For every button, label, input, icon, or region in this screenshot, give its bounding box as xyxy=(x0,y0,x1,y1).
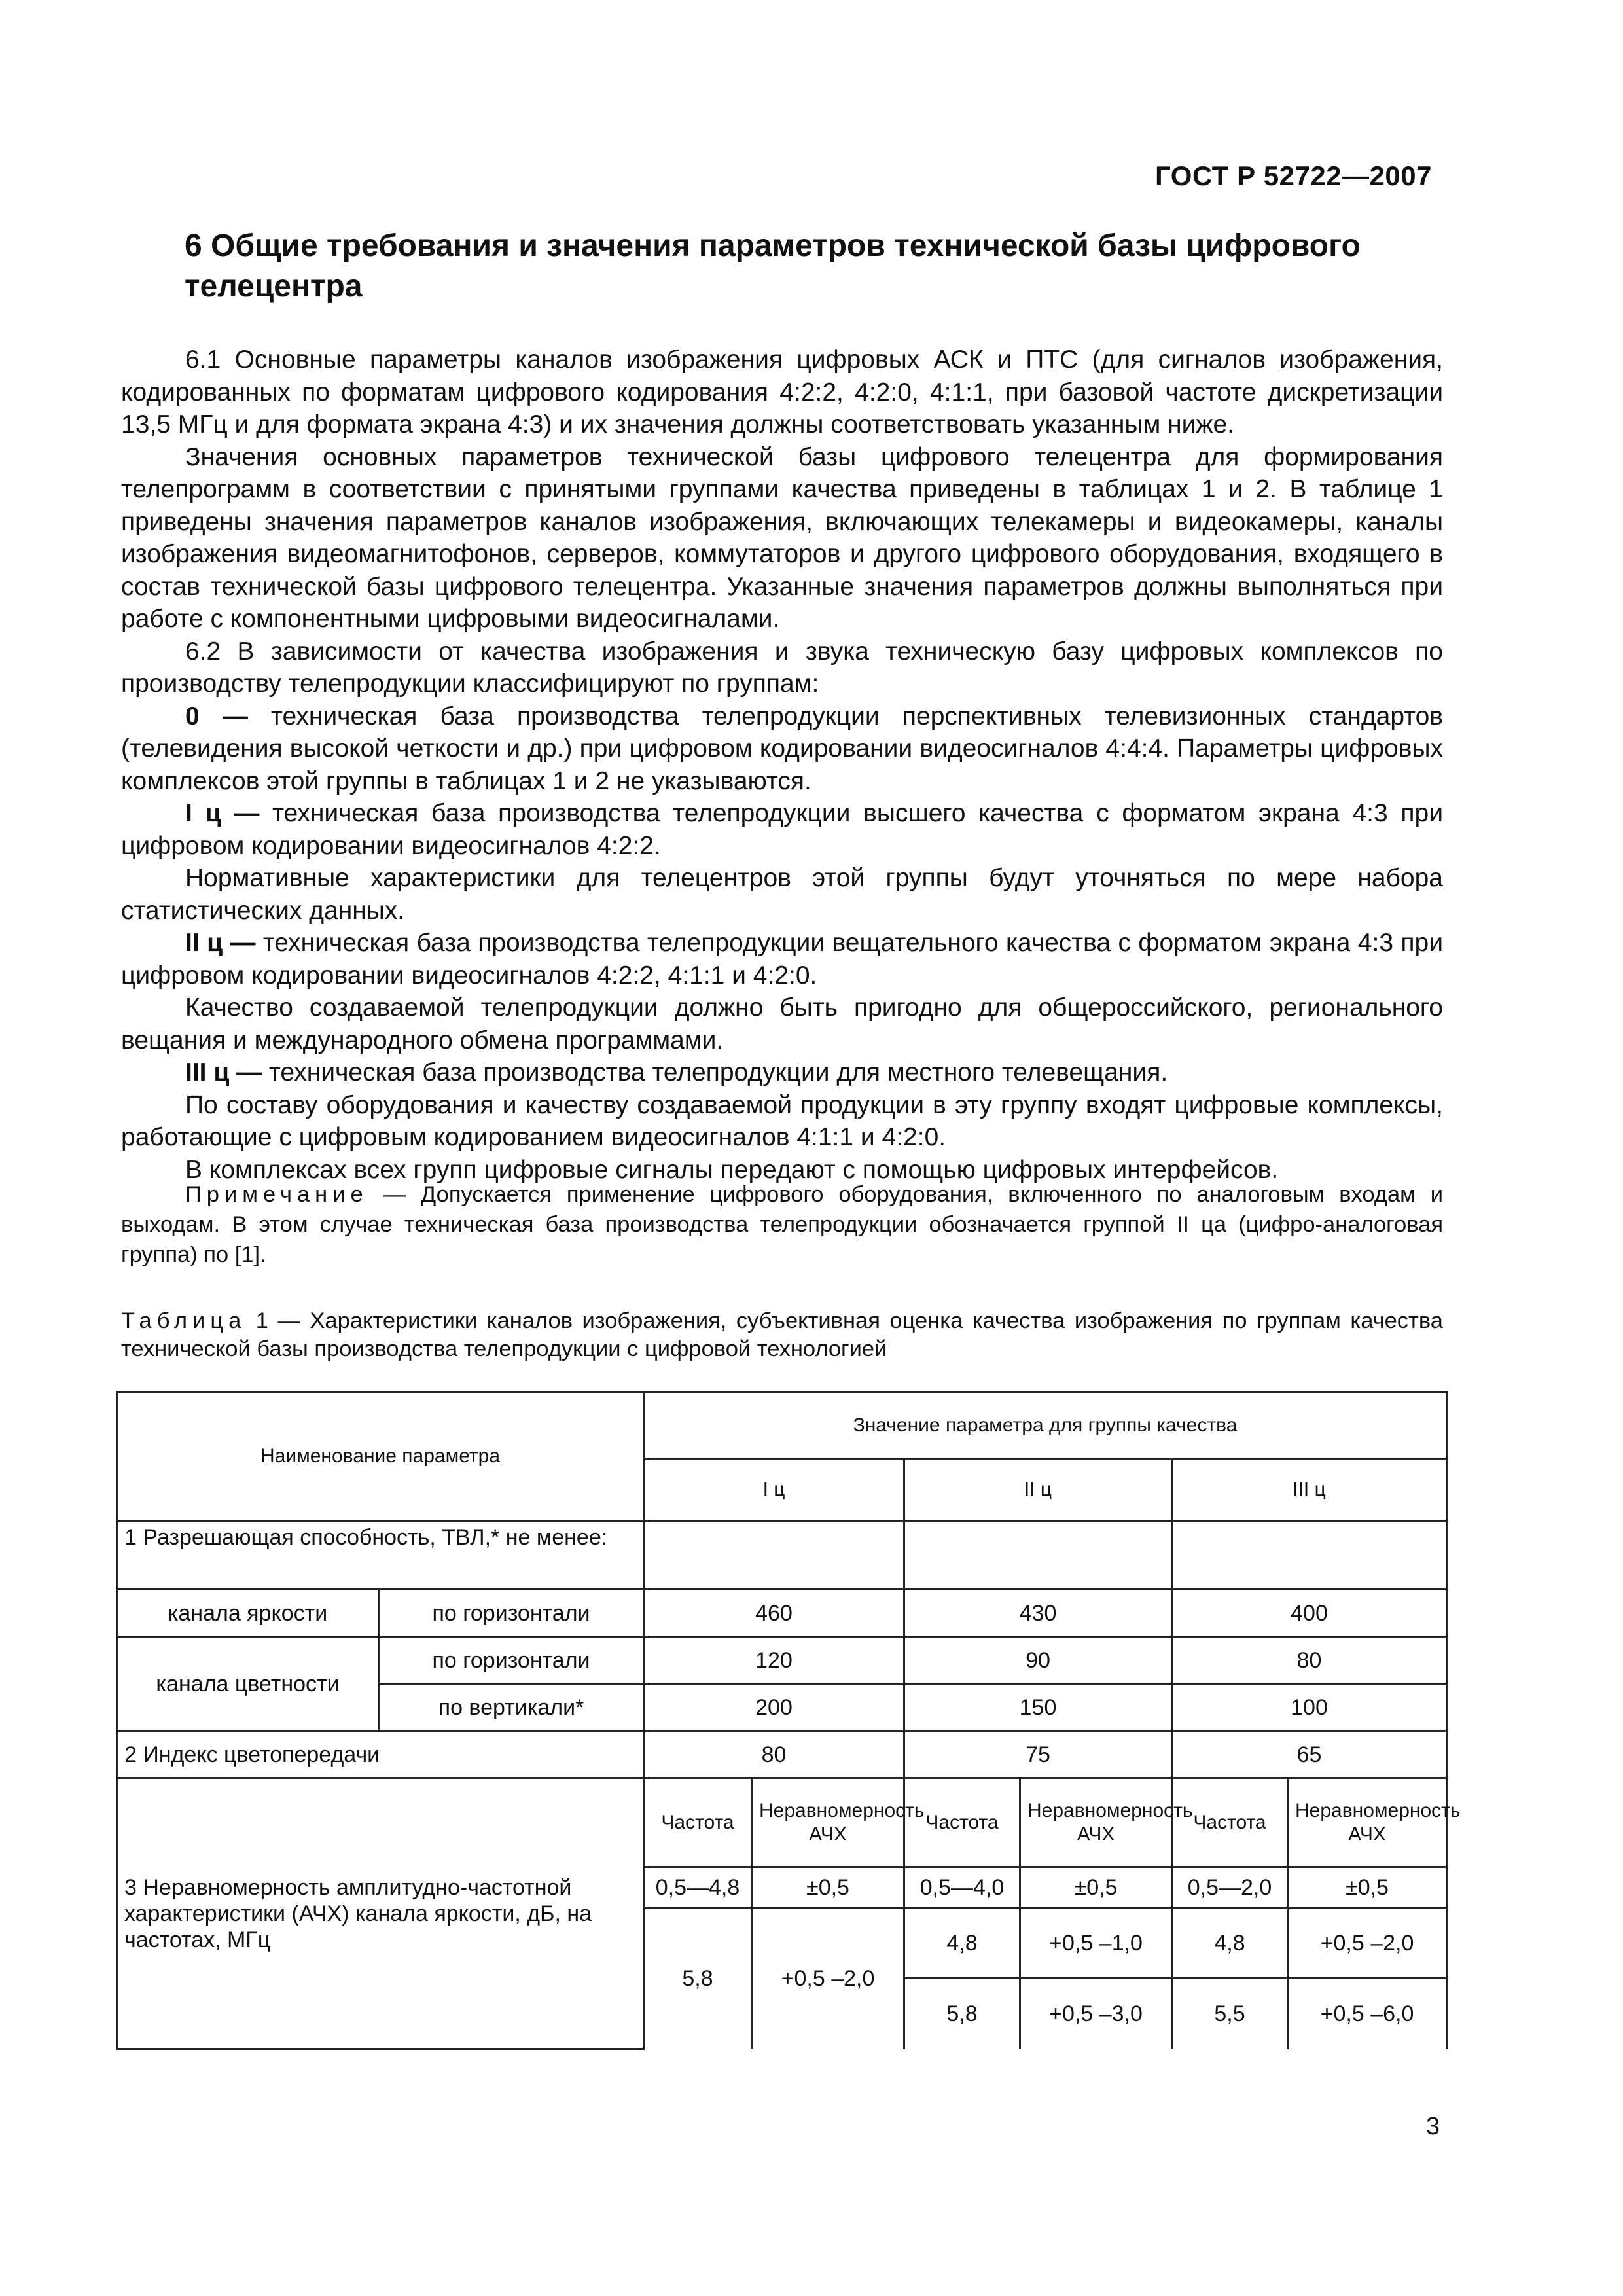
value-header: Значение параметра для группы качества xyxy=(644,1392,1447,1459)
table-row xyxy=(117,1731,1447,1778)
g3-unevenness-b: +0,5 –6,0 xyxy=(1288,1979,1447,2049)
table-cell-empty xyxy=(1172,1521,1447,1590)
paragraph-group-2 xyxy=(121,927,1443,992)
color-index-g1: 80 xyxy=(644,1731,904,1778)
group-0-label: 0 — xyxy=(185,702,248,730)
band-g1-freq: 0,5—4,8 xyxy=(644,1867,752,1908)
luma-horizontal-g3: 400 xyxy=(1172,1590,1447,1637)
paragraph-values: Значения основных параметров технической базы цифрового телецентра для формирования телепрограмм в соответствии с принятыми группами качества приведены в таблицах 1 и 2. В таблице 1 приведены значения параметров каналов изображения, включающих телекамеры и видеокамеры, каналы изображения видеомагнитофонов, серверов, коммутаторов и другого цифрового оборудования, входящего в состав технической базы цифрового телецентра. Указанные значения параметров должны выполняться при работе с компонентными цифровыми видеосигналами. xyxy=(121,442,1443,633)
g2-unevenness-b: +0,5 –3,0 xyxy=(1020,1979,1172,2049)
luma-channel-label: канала яркости xyxy=(117,1590,379,1637)
chroma-vertical-g1: 200 xyxy=(644,1684,904,1731)
paragraph-group-1-note: Нормативные характеристики для телецентров этой группы будут уточняться по мере набора статистических данных. xyxy=(121,864,1443,925)
luma-horizontal-g2: 430 xyxy=(904,1590,1172,1637)
g1-extra-freq: 5,8 xyxy=(644,1908,752,2049)
g2-unevenness-a: +0,5 –1,0 xyxy=(1020,1908,1172,1979)
g3-freq-b: 5,5 xyxy=(1172,1979,1288,2049)
note-label: Примечание xyxy=(185,1182,368,1207)
table-row xyxy=(117,1521,1447,1590)
document-code: ГОСТ Р 52722—2007 xyxy=(1155,160,1432,191)
g3-freq-a: 4,8 xyxy=(1172,1908,1288,1979)
paragraph-group-1 xyxy=(121,797,1443,862)
table-row xyxy=(117,1778,1447,1867)
band-g2-unevenness: ±0,5 xyxy=(1020,1867,1172,1908)
paragraph-6-2: 6.2 В зависимости от качества изображения и звука техническую базу цифровых комплексов по производству телепродукции классифицируют по группам: xyxy=(121,637,1443,698)
chroma-horizontal-g2: 90 xyxy=(904,1637,1172,1684)
table-caption-paragraph xyxy=(121,1307,1443,1363)
note-paragraph xyxy=(121,1179,1443,1270)
note-block xyxy=(121,1179,1443,1270)
group-3-text: техническая база производства телепродукции для местного телевещания. xyxy=(262,1058,1168,1086)
param-name-header: Наименование параметра xyxy=(117,1392,644,1521)
group-header-2: II ц xyxy=(904,1459,1172,1521)
section-heading: 6 Общие требования и значения параметров технической базы цифрового телецентра xyxy=(185,228,1361,304)
paragraph-group-0 xyxy=(121,700,1443,798)
color-index-g2: 75 xyxy=(904,1731,1172,1778)
table-cell-empty xyxy=(904,1521,1172,1590)
group-2-label: II ц — xyxy=(185,929,256,957)
band-g2-freq: 0,5—4,0 xyxy=(904,1867,1020,1908)
frequency-response-title: 3 Неравномерность амплитудно-частотной характеристики (АЧХ) канала яркости, дБ, на частотах, МГц xyxy=(117,1778,644,2049)
chroma-channel-label: канала цветности xyxy=(117,1637,379,1731)
group-0-text: техническая база производства телепродукции перспективных телевизионных стандартов (телевидения высокой четкости и др.) при цифровом кодировании видеосигналов 4:4:4. Параметры цифровых комплексов этой группы в таблицах 1 и 2 не указываются. xyxy=(121,702,1443,795)
luma-horizontal-label: по горизонтали xyxy=(379,1590,644,1637)
freq-header-g2: Частота xyxy=(904,1778,1020,1867)
chroma-horizontal-g1: 120 xyxy=(644,1637,904,1684)
page-number: 3 xyxy=(1425,2113,1440,2140)
chroma-vertical-g3: 100 xyxy=(1172,1684,1447,1731)
paragraph-interfaces: В комплексах всех групп цифровые сигналы передают с помощью цифровых интерфейсов. xyxy=(185,1155,1279,1184)
unevenness-header-g3: Неравномерность АЧХ xyxy=(1288,1778,1447,1867)
band-g3-unevenness: ±0,5 xyxy=(1288,1867,1447,1908)
group-1-text: техническая база производства телепродукции высшего качества с форматом экрана 4:3 при цифровом кодировании видеосигналов 4:2:2. xyxy=(121,799,1444,860)
note-text: — Допускается применение цифрового оборудования, включенного по аналоговым входам и выходам. В этом случае техническая база производства телепродукции обозначается группой II ца (цифро-аналоговая группа) по [1]. xyxy=(121,1182,1443,1267)
g2-freq-a: 4,8 xyxy=(904,1908,1020,1979)
table-header-row xyxy=(117,1392,1447,1459)
freq-header-g1: Частота xyxy=(644,1778,752,1867)
group-header-1: I ц xyxy=(644,1459,904,1521)
table-caption-text: 1 — Характеристики каналов изображения, субъективная оценка качества изображения по группам качества технической базы производства телепродукции с цифровой технологией xyxy=(121,1308,1443,1361)
g2-freq-b: 5,8 xyxy=(904,1979,1020,2049)
g3-unevenness-a: +0,5 –2,0 xyxy=(1288,1908,1447,1979)
section-body xyxy=(121,344,1443,1186)
freq-header-g3: Частота xyxy=(1172,1778,1288,1867)
group-header-3: III ц xyxy=(1172,1459,1447,1521)
paragraph-group-3-note: По составу оборудования и качеству создаваемой продукции в эту группу входят цифровые комплексы, работающие с цифровым кодированием видеосигналов 4:1:1 и 4:2:0. xyxy=(121,1090,1443,1151)
color-index-title: 2 Индекс цветопередачи xyxy=(117,1731,644,1778)
chroma-vertical-label: по вертикали* xyxy=(379,1684,644,1731)
table-row xyxy=(117,1590,1447,1637)
table-row xyxy=(117,1637,1447,1684)
chroma-vertical-g2: 150 xyxy=(904,1684,1172,1731)
group-1-label: I ц — xyxy=(185,799,260,827)
luma-horizontal-g1: 460 xyxy=(644,1590,904,1637)
chroma-horizontal-g3: 80 xyxy=(1172,1637,1447,1684)
unevenness-header-g2: Неравномерность АЧХ xyxy=(1020,1778,1172,1867)
group-2-text: техническая база производства телепродукции вещательного качества с форматом экрана 4:3 при цифровом кодировании видеосигналов 4:2:2, 4:1:1 и 4:2:0. xyxy=(121,929,1443,990)
table-caption-label: Таблица xyxy=(121,1308,247,1333)
unevenness-header-g1: Неравномерность АЧХ xyxy=(752,1778,904,1867)
g1-extra-unevenness: +0,5 –2,0 xyxy=(752,1908,904,2049)
parameters-table xyxy=(116,1391,1461,2050)
band-g3-freq: 0,5—2,0 xyxy=(1172,1867,1288,1908)
paragraph-6-1: 6.1 Основные параметры каналов изображения цифровых АСК и ПТС (для сигналов изображения, кодированных по форматам цифрового кодирования 4:2:2, 4:2:0, 4:1:1, при базовой частоте дискретизации 13,5 МГц и для формата экрана 4:3) и их значения должны соответствовать указанным ниже. xyxy=(121,346,1443,439)
chroma-horizontal-label: по горизонтали xyxy=(379,1637,644,1684)
paragraph-group-3 xyxy=(121,1056,1443,1089)
table-cell-empty xyxy=(644,1521,904,1590)
paragraph-group-2-note: Качество создаваемой телепродукции должно быть пригодно для общероссийского, регионального вещания и международного обмена программами. xyxy=(121,994,1443,1054)
table-caption xyxy=(121,1307,1443,1363)
group-3-label: III ц — xyxy=(185,1058,262,1086)
resolution-title: 1 Разрешающая способность, ТВЛ,* не менее: xyxy=(117,1521,644,1590)
color-index-g3: 65 xyxy=(1172,1731,1447,1778)
band-g1-unevenness: ±0,5 xyxy=(752,1867,904,1908)
